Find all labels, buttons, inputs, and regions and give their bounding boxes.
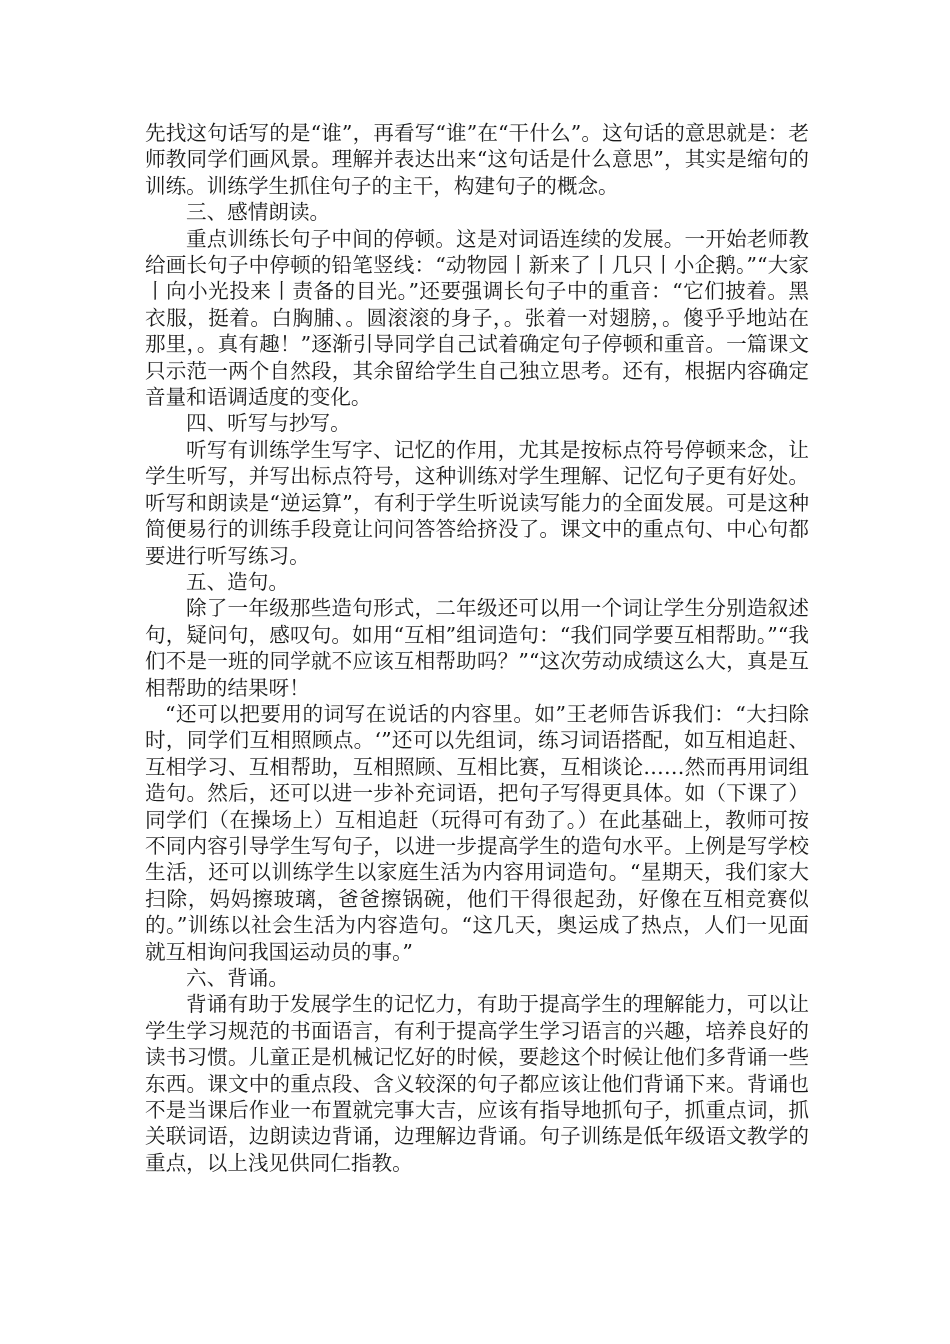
paragraph-emotional-reading: 重点训练长句子中间的停顿。这是对词语连续的发展。一开始老师教给画长句子中停顿的铅笔竖线：“动物园丨新来了丨几只丨小企鹅。”“大家丨向小光投来丨责备的目光。”还要强调长句子中的重音：“它们披着。黑衣服，挺着。白胸脯、。圆滚滚的身子，。张着一对翅膀，。傻乎乎地站在那里，。真有趣！”逐渐引导同学自己试着确定句子停顿和重音。一篇课文只示范一两个自然段，其余留给学生自己独立思考。还有，根据内容确定音量和语调适度的变化。 xyxy=(145,226,809,410)
document-body xyxy=(145,120,809,1176)
section-heading-6: 六、背诵。 xyxy=(186,966,289,990)
section-heading-5: 五、造句。 xyxy=(186,569,289,594)
paragraph-dictation: 听写有训练学生写字、记忆的作用，尤其是按标点符号停顿来念，让学生听写，并写出标点符号，这种训练对学生理解、记忆句子更有好处。听写和朗读是“逆运算”，有利于学生听说读写能力的全面发展。可是这种简便易行的训练手段竟让问问答答给挤没了。课文中的重点句、中心句都要进行听写练习。 xyxy=(145,437,809,568)
paragraph-recitation: 背诵有助于发展学生的记忆力，有助于提高学生的理解能力，可以让学生学习规范的书面语言，有利于提高学生学习语言的兴趣，培养良好的读书习惯。儿童正是机械记忆好的时候，要趁这个时候让他们多背诵一些东西。课文中的重点段、含义较深的句子都应该让他们背诵下来。背诵也不是当课后作业一布置就完事大吉，应该有指导地抓句子，抓重点词，抓关联词语，边朗读边背诵，边理解边背诵。句子训练是低年级语文教学的重点，以上浅见供同仁指教。 xyxy=(145,992,809,1175)
paragraph-sentence-making-continued: “还可以把要用的词写在说话的内容里。如”王老师告诉我们：“大扫除时，同学们互相照顾点。‘”还可以先组词，练习词语搭配，如互相追赶、互相学习、互相帮助，互相照顾、互相比赛，互相谈论……然而再用词组造句。然后，还可以进一步补充词语，把句子写得更具体。如（下课了）同学们（在操场上）互相追赶（玩得可有劲了。）在此基础上，教师可按不同内容引导学生写句子，以进一步提高学生的造句水平。上例是写学校生活，还可以训练学生以家庭生活为内容用词造句。“星期天，我们家大扫除，妈妈擦玻璃，爸爸擦锅碗，他们干得很起劲，好像在互相竞赛似的。”训练以社会生活为内容造句。“这几天，奥运成了热点，人们一见面就互相询问我国运动员的事。” xyxy=(145,701,809,964)
paragraph-intro: 先找这句话写的是“谁”，再看写“谁”在“干什么”。这句话的意思就是：老师教同学们画风景。理解并表达出来“这句话是什么意思”，其实是缩句的训练。训练学生抓住句子的主干，构建句子的概念。 xyxy=(145,121,809,198)
section-heading-3: 三、感情朗读。 xyxy=(186,200,331,225)
paragraph-sentence-making: 除了一年级那些造句形式，二年级还可以用一个词让学生分别造叙述句，疑问句，感叹句。如用“互相”组词造句：“我们同学要互相帮助。”“我们不是一班的同学就不应该互相帮助吗？”“这次劳动成绩这么大，真是互相帮助的结果呀！ xyxy=(145,596,809,700)
section-heading-4: 四、听写与抄写。 xyxy=(186,411,351,436)
